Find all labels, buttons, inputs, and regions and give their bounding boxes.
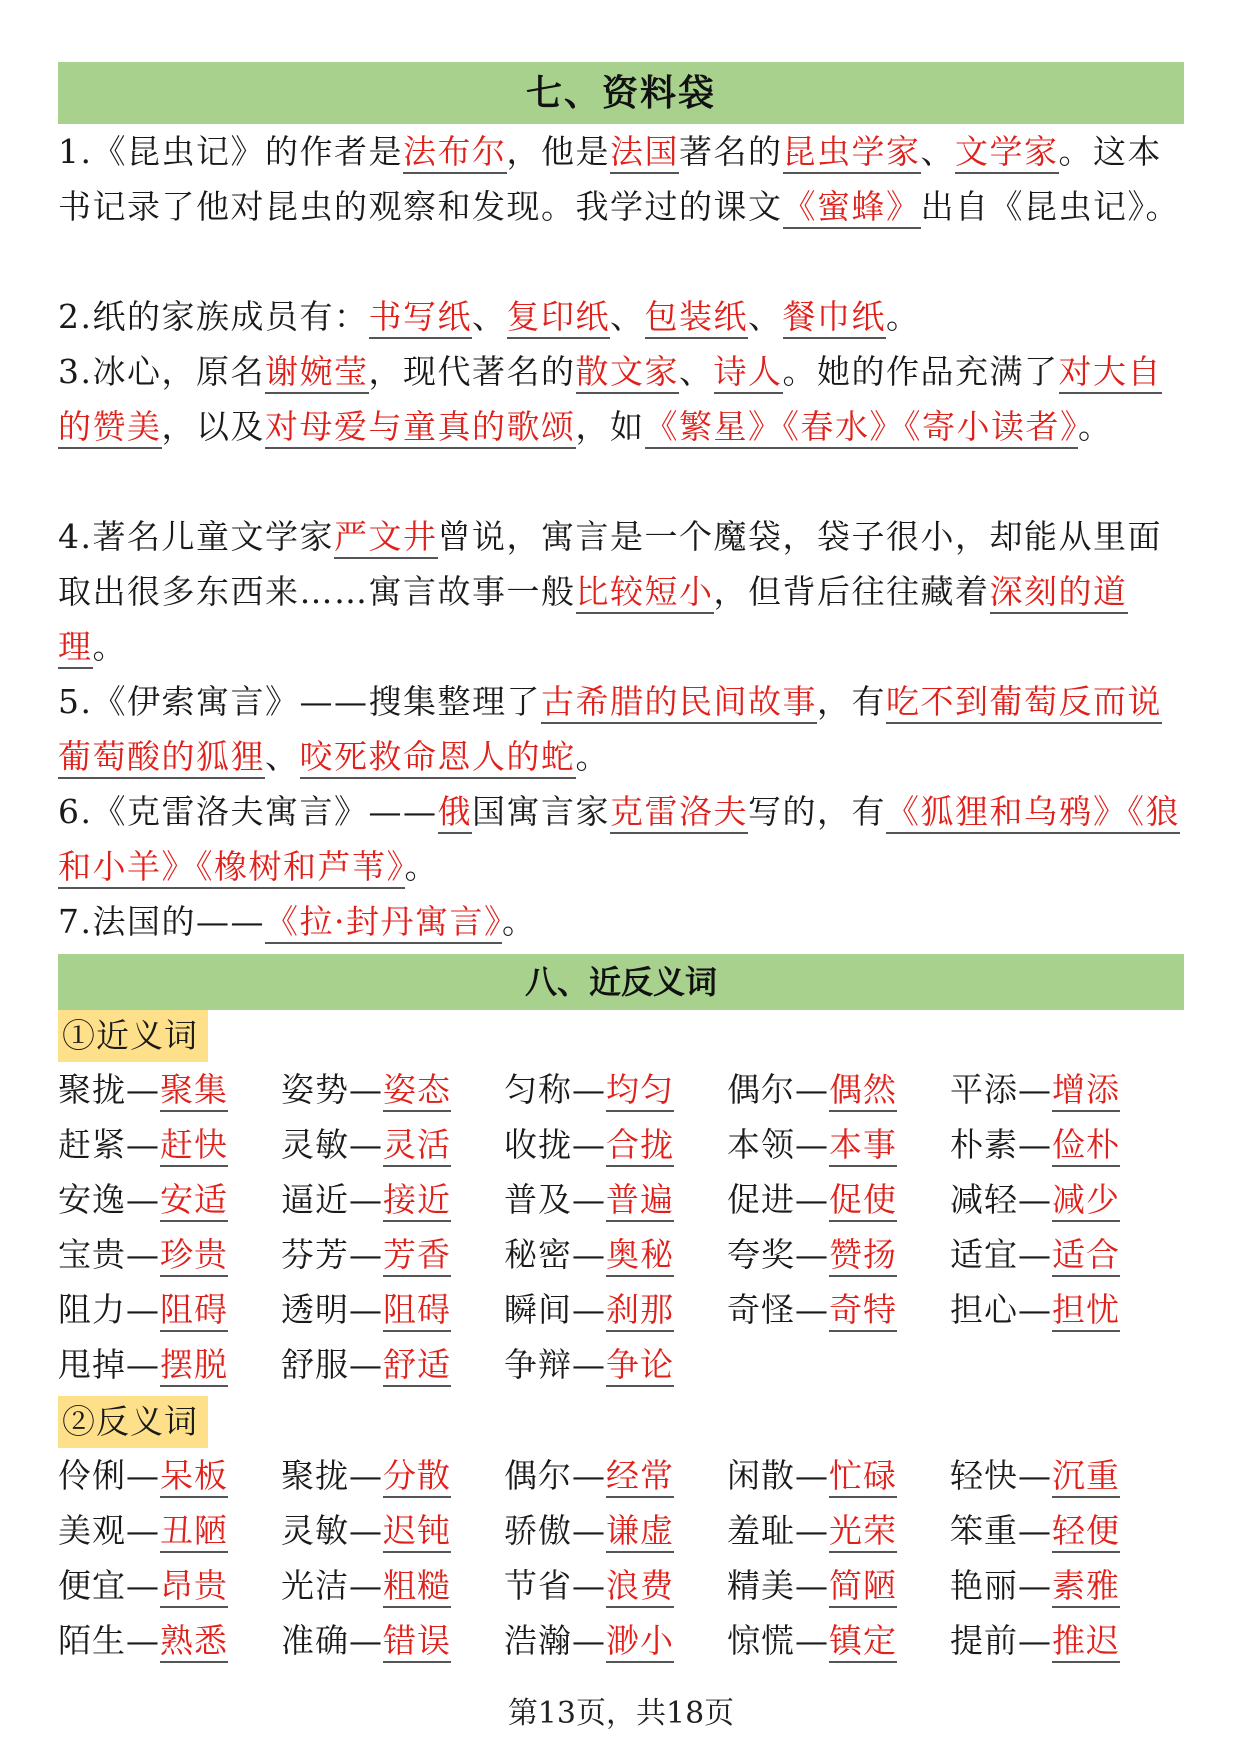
answer-word: 增添 bbox=[1052, 1070, 1120, 1112]
word: 光洁 bbox=[281, 1566, 349, 1605]
paragraph-text: 5.《伊索寓言》——搜集整理了 bbox=[58, 682, 541, 721]
answer-text: 法布尔 bbox=[403, 132, 507, 174]
answer-word: 忙碌 bbox=[829, 1456, 897, 1498]
word-pair bbox=[281, 1227, 504, 1282]
word: 透明 bbox=[281, 1290, 349, 1329]
answer-word: 安适 bbox=[160, 1180, 228, 1222]
section8-title: 八、近反义词 bbox=[58, 954, 1184, 1010]
paragraph-text: 7.法国的—— bbox=[58, 902, 265, 941]
dash: — bbox=[795, 1290, 829, 1329]
answer-word: 担忧 bbox=[1052, 1290, 1120, 1332]
dash: — bbox=[795, 1070, 829, 1109]
word-pair bbox=[281, 1062, 504, 1117]
dash: — bbox=[126, 1070, 160, 1109]
word-pair bbox=[727, 1227, 950, 1282]
answer-word: 沉重 bbox=[1052, 1456, 1120, 1498]
dash: — bbox=[349, 1180, 383, 1219]
paragraph-text: ，他是 bbox=[506, 132, 610, 171]
answer-word: 偶然 bbox=[829, 1070, 897, 1112]
paragraph-text: 写的，有 bbox=[748, 792, 886, 831]
answer-text: 谢婉莹 bbox=[265, 352, 369, 394]
paragraph-text: 。 bbox=[92, 627, 127, 666]
word-pair bbox=[950, 1282, 1173, 1337]
answer-text: 《狐狸和乌鸦》《狼和小羊》《橡树和芦苇》 bbox=[58, 792, 1180, 889]
dash: — bbox=[1018, 1125, 1052, 1164]
answer-word: 丑陋 bbox=[160, 1511, 228, 1553]
synonyms-label: ①近义词 bbox=[58, 1010, 208, 1062]
word: 甩掉 bbox=[58, 1345, 126, 1384]
word: 骄傲 bbox=[504, 1511, 572, 1550]
word: 聚拢 bbox=[58, 1070, 126, 1109]
answer-word: 合拢 bbox=[606, 1125, 674, 1167]
word: 美观 bbox=[58, 1511, 126, 1550]
paragraph-2 bbox=[58, 289, 1184, 344]
answer-word: 赞扬 bbox=[829, 1235, 897, 1277]
answer-word: 芳香 bbox=[383, 1235, 451, 1277]
answer-text: 严文井 bbox=[334, 517, 438, 559]
paragraph-text: ，现代著名的 bbox=[368, 352, 576, 391]
dash: — bbox=[572, 1345, 606, 1384]
word-pair bbox=[727, 1282, 950, 1337]
answer-word: 昂贵 bbox=[160, 1566, 228, 1608]
dash: — bbox=[349, 1345, 383, 1384]
answer-word: 接近 bbox=[383, 1180, 451, 1222]
word-pair bbox=[58, 1227, 281, 1282]
word-pair bbox=[504, 1448, 727, 1503]
answer-text: 文学家 bbox=[955, 132, 1059, 174]
word: 艳丽 bbox=[950, 1566, 1018, 1605]
paragraph-text: 。 bbox=[886, 297, 921, 336]
word: 逼近 bbox=[281, 1180, 349, 1219]
answer-word: 本事 bbox=[829, 1125, 897, 1167]
dash: — bbox=[1018, 1456, 1052, 1495]
paragraph-text: 。 bbox=[404, 847, 439, 886]
paragraph-text: ，以及 bbox=[161, 407, 265, 446]
word: 便宜 bbox=[58, 1566, 126, 1605]
word-pair bbox=[58, 1558, 281, 1613]
dash: — bbox=[349, 1621, 383, 1660]
answer-word: 适合 bbox=[1052, 1235, 1120, 1277]
answer-word: 均匀 bbox=[606, 1070, 674, 1112]
word-pair bbox=[58, 1503, 281, 1558]
word: 笨重 bbox=[950, 1511, 1018, 1550]
answer-text: 《蜜蜂》 bbox=[783, 187, 921, 229]
answer-word: 争论 bbox=[606, 1345, 674, 1387]
answer-word: 俭朴 bbox=[1052, 1125, 1120, 1167]
answer-text: 俄 bbox=[438, 792, 473, 834]
paragraph-text: 曾说，寓言是一个魔袋，袋子很小，却能从里面取出很多东西来……寓言故事一般 bbox=[58, 517, 1162, 611]
word: 宝贵 bbox=[58, 1235, 126, 1274]
dash: — bbox=[349, 1290, 383, 1329]
paragraph-text: 。 bbox=[575, 737, 610, 776]
word: 争辩 bbox=[504, 1345, 572, 1384]
paragraph-7 bbox=[58, 894, 1184, 949]
word: 羞耻 bbox=[727, 1511, 795, 1550]
paragraph-text: 著名的 bbox=[679, 132, 783, 171]
antonyms-grid bbox=[58, 1448, 1184, 1668]
word-pair bbox=[281, 1117, 504, 1172]
answer-word: 推迟 bbox=[1052, 1621, 1120, 1663]
paragraph-text: 。 bbox=[1078, 407, 1113, 446]
dash: — bbox=[572, 1511, 606, 1550]
word-pair bbox=[727, 1503, 950, 1558]
paragraph-text: ，有 bbox=[817, 682, 886, 721]
word-pair bbox=[727, 1062, 950, 1117]
word: 精美 bbox=[727, 1566, 795, 1605]
answer-word: 素雅 bbox=[1052, 1566, 1120, 1608]
answer-text: 克雷洛夫 bbox=[610, 792, 748, 834]
word: 赶紧 bbox=[58, 1125, 126, 1164]
dash: — bbox=[572, 1290, 606, 1329]
paragraph-text: 1.《昆虫记》的作者是 bbox=[58, 132, 403, 171]
answer-text: 深刻的道理 bbox=[58, 572, 1128, 669]
answer-text: 比较短小 bbox=[576, 572, 714, 614]
dash: — bbox=[126, 1511, 160, 1550]
paragraph-text: 3.冰心，原名 bbox=[58, 352, 265, 391]
word: 舒服 bbox=[281, 1345, 349, 1384]
dash: — bbox=[126, 1125, 160, 1164]
answer-word: 呆板 bbox=[160, 1456, 228, 1498]
dash: — bbox=[1018, 1235, 1052, 1274]
word-pair bbox=[950, 1172, 1173, 1227]
word: 伶俐 bbox=[58, 1456, 126, 1495]
dash: — bbox=[572, 1180, 606, 1219]
word-pair bbox=[504, 1503, 727, 1558]
word: 收拢 bbox=[504, 1125, 572, 1164]
antonyms-label: ②反义词 bbox=[58, 1396, 208, 1448]
word-pair bbox=[58, 1337, 281, 1392]
dash: — bbox=[126, 1621, 160, 1660]
dash: — bbox=[795, 1621, 829, 1660]
answer-text: 餐巾纸 bbox=[783, 297, 887, 339]
page-footer: 第13页，共18页 bbox=[507, 1696, 735, 1731]
dash: — bbox=[126, 1345, 160, 1384]
answer-word: 珍贵 bbox=[160, 1235, 228, 1277]
dash: — bbox=[795, 1235, 829, 1274]
word-pair bbox=[950, 1613, 1173, 1668]
dash: — bbox=[126, 1180, 160, 1219]
answer-word: 奇特 bbox=[829, 1290, 897, 1332]
answer-word: 促使 bbox=[829, 1180, 897, 1222]
word: 阻力 bbox=[58, 1290, 126, 1329]
word: 夸奖 bbox=[727, 1235, 795, 1274]
answer-word: 光荣 bbox=[829, 1511, 897, 1553]
paragraph-text: 。 bbox=[502, 902, 537, 941]
answer-text: 对母爱与童真的歌颂 bbox=[265, 407, 576, 449]
word-pair bbox=[58, 1172, 281, 1227]
word-pair bbox=[504, 1282, 727, 1337]
dash: — bbox=[349, 1235, 383, 1274]
dash: — bbox=[349, 1070, 383, 1109]
paragraph-5 bbox=[58, 674, 1184, 784]
answer-word: 灵活 bbox=[383, 1125, 451, 1167]
word: 秘密 bbox=[504, 1235, 572, 1274]
word: 闲散 bbox=[727, 1456, 795, 1495]
word-pair bbox=[727, 1448, 950, 1503]
dash: — bbox=[572, 1235, 606, 1274]
answer-text: 昆虫学家 bbox=[783, 132, 921, 174]
paragraph-text: 。这本书记录了他对昆虫的观察和发现。我学过的课文 bbox=[58, 132, 1162, 226]
dash: — bbox=[126, 1566, 160, 1605]
word-pair bbox=[281, 1282, 504, 1337]
word-pair bbox=[58, 1282, 281, 1337]
word-pair bbox=[281, 1558, 504, 1613]
paragraph-text: 4.著名儿童文学家 bbox=[58, 517, 334, 556]
dash: — bbox=[795, 1511, 829, 1550]
paragraph-text: 6.《克雷洛夫寓言》—— bbox=[58, 792, 438, 831]
word: 偶尔 bbox=[504, 1456, 572, 1495]
word-pair bbox=[504, 1172, 727, 1227]
dash: — bbox=[572, 1621, 606, 1660]
answer-word: 分散 bbox=[383, 1456, 451, 1498]
word: 朴素 bbox=[950, 1125, 1018, 1164]
answer-word: 减少 bbox=[1052, 1180, 1120, 1222]
answer-text: 诗人 bbox=[714, 352, 783, 394]
word: 促进 bbox=[727, 1180, 795, 1219]
paragraph-1 bbox=[58, 124, 1184, 234]
paragraph-4 bbox=[58, 509, 1184, 674]
answer-word: 粗糙 bbox=[383, 1566, 451, 1608]
word: 适宜 bbox=[950, 1235, 1018, 1274]
answer-word: 奥秘 bbox=[606, 1235, 674, 1277]
word-pair bbox=[950, 1227, 1173, 1282]
word: 节省 bbox=[504, 1566, 572, 1605]
word: 姿势 bbox=[281, 1070, 349, 1109]
word-pair bbox=[58, 1062, 281, 1117]
word-pair bbox=[58, 1117, 281, 1172]
word: 轻快 bbox=[950, 1456, 1018, 1495]
answer-word: 渺小 bbox=[606, 1621, 674, 1663]
dash: — bbox=[795, 1125, 829, 1164]
synonyms-grid bbox=[58, 1062, 1184, 1392]
word: 奇怪 bbox=[727, 1290, 795, 1329]
answer-word: 普遍 bbox=[606, 1180, 674, 1222]
answer-text: 法国 bbox=[610, 132, 679, 174]
paragraph-text: 国寓言家 bbox=[472, 792, 610, 831]
dash: — bbox=[1018, 1290, 1052, 1329]
paragraph-text: 、 bbox=[472, 297, 507, 336]
dash: — bbox=[349, 1566, 383, 1605]
answer-word: 镇定 bbox=[829, 1621, 897, 1663]
paragraph-6 bbox=[58, 784, 1184, 894]
answer-word: 错误 bbox=[383, 1621, 451, 1663]
dash: — bbox=[572, 1456, 606, 1495]
paragraph-3 bbox=[58, 344, 1184, 454]
answer-word: 熟悉 bbox=[160, 1621, 228, 1663]
paragraph-text: 、 bbox=[610, 297, 645, 336]
dash: — bbox=[572, 1070, 606, 1109]
answer-word: 简陋 bbox=[829, 1566, 897, 1608]
word: 减轻 bbox=[950, 1180, 1018, 1219]
dash: — bbox=[126, 1290, 160, 1329]
dash: — bbox=[795, 1456, 829, 1495]
word-pair bbox=[281, 1337, 504, 1392]
answer-word: 摆脱 bbox=[160, 1345, 228, 1387]
word-pair bbox=[950, 1062, 1173, 1117]
word: 普及 bbox=[504, 1180, 572, 1219]
word-pair bbox=[504, 1117, 727, 1172]
word-pair bbox=[281, 1503, 504, 1558]
word-pair bbox=[727, 1558, 950, 1613]
word-pair bbox=[950, 1117, 1173, 1172]
word: 聚拢 bbox=[281, 1456, 349, 1495]
answer-word: 聚集 bbox=[160, 1070, 228, 1112]
dash: — bbox=[1018, 1566, 1052, 1605]
dash: — bbox=[572, 1125, 606, 1164]
dash: — bbox=[795, 1180, 829, 1219]
dash: — bbox=[349, 1456, 383, 1495]
answer-word: 谦虚 bbox=[606, 1511, 674, 1553]
word: 灵敏 bbox=[281, 1125, 349, 1164]
word: 提前 bbox=[950, 1621, 1018, 1660]
word: 平添 bbox=[950, 1070, 1018, 1109]
word: 担心 bbox=[950, 1290, 1018, 1329]
word: 偶尔 bbox=[727, 1070, 795, 1109]
dash: — bbox=[795, 1566, 829, 1605]
word: 芬芳 bbox=[281, 1235, 349, 1274]
word-pair bbox=[504, 1558, 727, 1613]
word: 陌生 bbox=[58, 1621, 126, 1660]
answer-word: 经常 bbox=[606, 1456, 674, 1498]
answer-text: 书写纸 bbox=[369, 297, 473, 339]
dash: — bbox=[126, 1456, 160, 1495]
dash: — bbox=[126, 1235, 160, 1274]
word-pair bbox=[727, 1613, 950, 1668]
paragraph-text: 。她的作品充满了 bbox=[782, 352, 1059, 391]
answer-text: 对大自的赞美 bbox=[58, 352, 1162, 449]
paragraph-text: 、 bbox=[920, 132, 955, 171]
paragraph-text: 出自《昆虫记》。 bbox=[920, 187, 1180, 226]
dash: — bbox=[1018, 1180, 1052, 1219]
word: 本领 bbox=[727, 1125, 795, 1164]
paragraph-text: 、 bbox=[748, 297, 783, 336]
answer-text: 《拉·封丹寓言》 bbox=[265, 902, 502, 944]
dash: — bbox=[1018, 1621, 1052, 1660]
word-pair bbox=[58, 1613, 281, 1668]
answer-text: 包装纸 bbox=[645, 297, 749, 339]
answer-text: 咬死救命恩人的蛇 bbox=[300, 737, 576, 779]
word: 惊慌 bbox=[727, 1621, 795, 1660]
answer-word: 阻碍 bbox=[160, 1290, 228, 1332]
answer-word: 浪费 bbox=[606, 1566, 674, 1608]
word: 匀称 bbox=[504, 1070, 572, 1109]
word-pair bbox=[950, 1503, 1173, 1558]
dash: — bbox=[349, 1511, 383, 1550]
word-pair bbox=[950, 1558, 1173, 1613]
paragraph-text: ，如 bbox=[575, 407, 645, 446]
word-pair bbox=[281, 1172, 504, 1227]
word-pair bbox=[727, 1117, 950, 1172]
answer-word: 赶快 bbox=[160, 1125, 228, 1167]
word-pair bbox=[281, 1448, 504, 1503]
answer-word: 刹那 bbox=[606, 1290, 674, 1332]
dash: — bbox=[349, 1125, 383, 1164]
answer-word: 阻碍 bbox=[383, 1290, 451, 1332]
answer-text: 古希腊的民间故事 bbox=[541, 682, 817, 724]
answer-word: 舒适 bbox=[383, 1345, 451, 1387]
dash: — bbox=[1018, 1511, 1052, 1550]
answer-text: 复印纸 bbox=[507, 297, 611, 339]
word-pair bbox=[727, 1172, 950, 1227]
section7-title: 七、资料袋 bbox=[58, 62, 1184, 124]
paragraph-text: 、 bbox=[679, 352, 714, 391]
word-pair bbox=[504, 1227, 727, 1282]
answer-text: 《繁星》《春水》《寄小读者》 bbox=[645, 407, 1079, 449]
word-pair bbox=[504, 1337, 727, 1392]
dash: — bbox=[1018, 1070, 1052, 1109]
answer-word: 迟钝 bbox=[383, 1511, 451, 1553]
paragraph-text: 2.纸的家族成员有： bbox=[58, 297, 369, 336]
word-pair bbox=[58, 1448, 281, 1503]
word-pair bbox=[950, 1448, 1173, 1503]
dash: — bbox=[572, 1566, 606, 1605]
paragraph-text: 、 bbox=[265, 737, 300, 776]
answer-text: 吃不到葡萄反而说葡萄酸的狐狸 bbox=[58, 682, 1162, 779]
word-pair bbox=[504, 1062, 727, 1117]
paragraph-text: ，但背后往往藏着 bbox=[713, 572, 990, 611]
answer-word: 姿态 bbox=[383, 1070, 451, 1112]
word: 安逸 bbox=[58, 1180, 126, 1219]
word: 准确 bbox=[281, 1621, 349, 1660]
word: 浩瀚 bbox=[504, 1621, 572, 1660]
word-pair bbox=[504, 1613, 727, 1668]
word: 灵敏 bbox=[281, 1511, 349, 1550]
answer-text: 散文家 bbox=[576, 352, 680, 394]
word-pair bbox=[281, 1613, 504, 1668]
answer-word: 轻便 bbox=[1052, 1511, 1120, 1553]
word: 瞬间 bbox=[504, 1290, 572, 1329]
